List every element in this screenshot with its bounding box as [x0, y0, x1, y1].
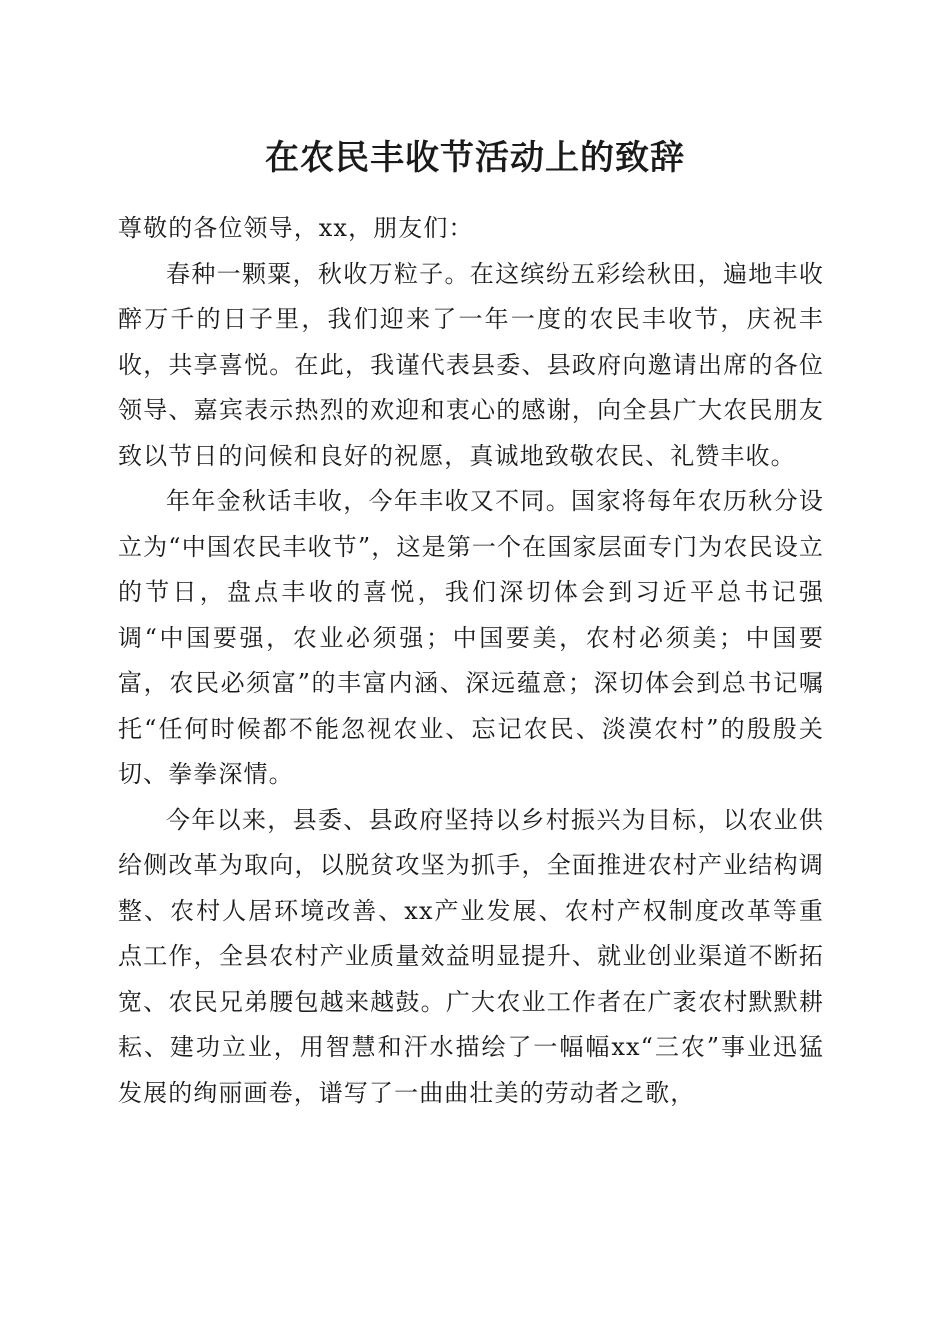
paragraph-3: 今年以来，县委、县政府坚持以乡村振兴为目标，以农业供给侧改革为取向，以脱贫攻坚为抓手，全面推进农村产业结构调整、农村人居环境改善、xx产业发展、农村产权制度改革等重点工作，全县农村产业质量效益明显提升、就业创业渠道不断拓宽、农民兄弟腰包越来越鼓。广大农业工作者在广袤农村默默耕耘、建功立业，用智慧和汗水描绘了一幅幅xx“三农”事业迅猛发展的绚丽画卷，谱写了一曲曲壮美的劳动者之歌，	[118, 805, 824, 1107]
paragraph-2: 年年金秋话丰收，今年丰收又不同。国家将每年农历秋分设立为“中国农民丰收节”，这是第一个在国家层面专门为农民设立的节日，盘点丰收的喜悦，我们深切体会到习近平总书记强调“中国要强，农业必须强；中国要美，农村必须美；中国要富，农民必须富”的丰富内涵、深远蕴意；深切体会到总书记嘱托“任何时候都不能忽视农业、忘记农民、淡漠农村”的殷殷关切、拳拳深情。	[118, 487, 824, 788]
document-body	[118, 206, 824, 1116]
document-title: 在农民丰收节活动上的致辞	[265, 138, 685, 178]
salutation: 尊敬的各位领导，xx，朋友们：	[118, 214, 474, 242]
paragraph-1: 春种一颗粟，秋收万粒子。在这缤纷五彩绘秋田，遍地丰收醉万千的日子里，我们迎来了一年一度的农民丰收节，庆祝丰收，共享喜悦。在此，我谨代表县委、县政府向邀请出席的各位领导、嘉宾表示热烈的欢迎和衷心的感谢，向全县广大农民朋友致以节日的问候和良好的祝愿，真诚地致敬农民、礼赞丰收。	[118, 259, 824, 470]
